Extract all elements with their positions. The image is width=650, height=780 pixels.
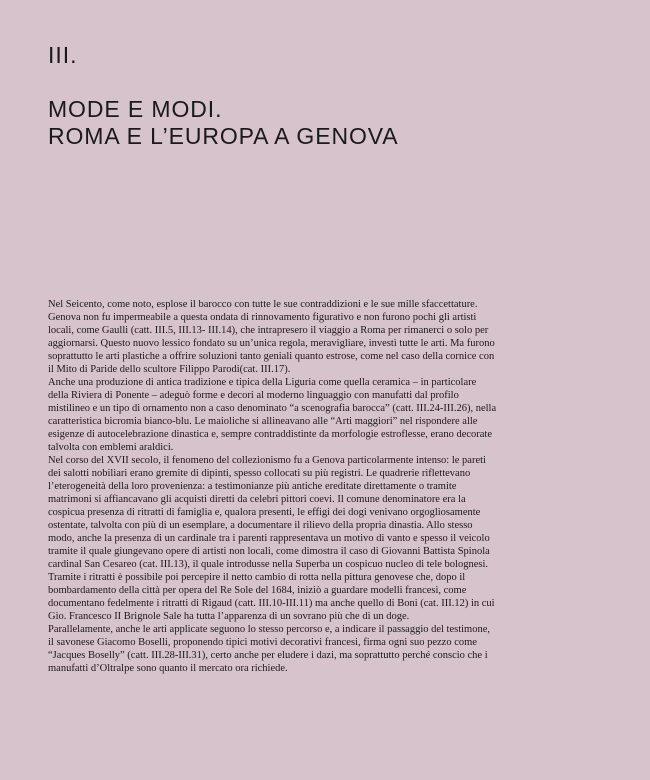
body-line: il Mito di Paride dello scultore Filippo Parodi(cat. III.17). bbox=[48, 364, 291, 375]
body-line: talvolta con emblemi araldici. bbox=[48, 442, 174, 453]
body-line: Nel corso del XVII secolo, il fenomeno del collezionismo fu a Genova particolarmente intenso: le pareti bbox=[48, 455, 486, 466]
body-line: l’eterogeneità della loro provenienza: a testimonianze più antiche ereditate direttamente o tramite bbox=[48, 481, 457, 492]
body-line: bombardamento della città per opera del Re Sole del 1684, iniziò a guardare modelli francesi, come bbox=[48, 585, 467, 596]
body-line: tramite il quale giungevano opere di artisti non locali, come dimostra il caso di Giovanni Battista Spinola bbox=[48, 546, 490, 557]
section-number: III. bbox=[48, 42, 78, 68]
body-line: documentano fedelmente i ritratti di Rigaud (catt. III.10-III.11) ma anche quello di Boni (cat. III.12) in cui bbox=[48, 598, 495, 609]
body-line: il savonese Giacomo Boselli, proponendo tipici motivi decorativi francesi, firma ogni suo pezzo come bbox=[48, 637, 477, 648]
body-text bbox=[48, 298, 608, 675]
body-line: ostentate, talvolta con più di un esemplare, a documentare il rilievo della propria dinastia. Allo stesso bbox=[48, 520, 473, 531]
body-line: Tramite i ritratti è possibile poi percepire il netto cambio di rotta nella pittura genovese che, dopo il bbox=[48, 572, 466, 583]
body-line: soprattutto le arti plastiche a offrire soluzioni tanto geniali quanto estrose, come nel caso della cornice con bbox=[48, 351, 495, 362]
body-line: Anche una produzione di antica tradizione e tipica della Liguria come quella ceramica – in particolare bbox=[48, 377, 477, 388]
section-title bbox=[48, 96, 399, 150]
section-title-line: MODE E MODI. bbox=[48, 96, 223, 122]
body-line: Gio. Francesco II Brignole Sale ha tutta l’apparenza di un sovrano più che di un doge. bbox=[48, 611, 410, 622]
body-line: modo, anche la presenza di un cardinale tra i parenti rappresentava un motivo di vanto e spesso il veicolo bbox=[48, 533, 490, 544]
body-line: cospicua presenza di ritratti di famiglia e, qualora presenti, le effigi dei dogi venivano orgogliosamente bbox=[48, 507, 481, 518]
body-line: dei salotti nobiliari erano gremite di dipinti, spesso collocati su più registri. Le quadrerie riflettevano bbox=[48, 468, 471, 479]
body-line: matrimoni si affiancavano gli acquisti diretti da celebri pittori coevi. Il comune denominatore era la bbox=[48, 494, 466, 505]
body-line: Genova non fu impermeabile a questa ondata di rinnovamento figurativo e non furono pochi gli artisti bbox=[48, 312, 477, 323]
body-line: esigenze di autocelebrazione dinastica e, sempre contraddistinte da morfologie estroflesse, erano decorate bbox=[48, 429, 493, 440]
body-line: cardinal San Cesareo (cat. III.13), il quale introdusse nella Superba un cospicuo nucleo di tele bolognesi. bbox=[48, 559, 488, 570]
body-line: mistilineo e un tipo di ornamento non a caso denominato “a scenografia barocca” (catt. III.24-III.26), nella bbox=[48, 403, 497, 414]
section-title-line: ROMA E L’EUROPA A GENOVA bbox=[48, 123, 399, 149]
body-line: “Jacques Boselly” (catt. III.28-III.31), certo anche per eludere i dazi, ma soprattutto perché conscio che i bbox=[48, 650, 488, 661]
body-line: locali, come Gaulli (catt. III.5, III.13- III.14), che intrapresero il viaggio a Roma per rimanerci o solo per bbox=[48, 325, 489, 336]
body-line: manufatti d’Oltralpe sono quanto il mercato ora richiede. bbox=[48, 663, 288, 674]
body-line: Parallelamente, anche le arti applicate seguono lo stesso percorso e, a indicare il passaggio del testimone, bbox=[48, 624, 491, 635]
body-line: aggiornarsi. Questo nuovo lessico fondato su un’unica regola, meravigliare, investì tutte le arti. Ma furono bbox=[48, 338, 495, 349]
body-line: della Riviera di Ponente – adeguò forme e decori al moderno linguaggio con manufatti dal profilo bbox=[48, 390, 459, 401]
body-line: caratteristica bicromia bianco-blu. Le maioliche si allineavano alle “Arti maggiori” nel rispondere alle bbox=[48, 416, 478, 427]
body-line: Nel Seicento, come noto, esplose il barocco con tutte le sue contraddizioni e le sue mille sfaccettature. bbox=[48, 299, 478, 310]
